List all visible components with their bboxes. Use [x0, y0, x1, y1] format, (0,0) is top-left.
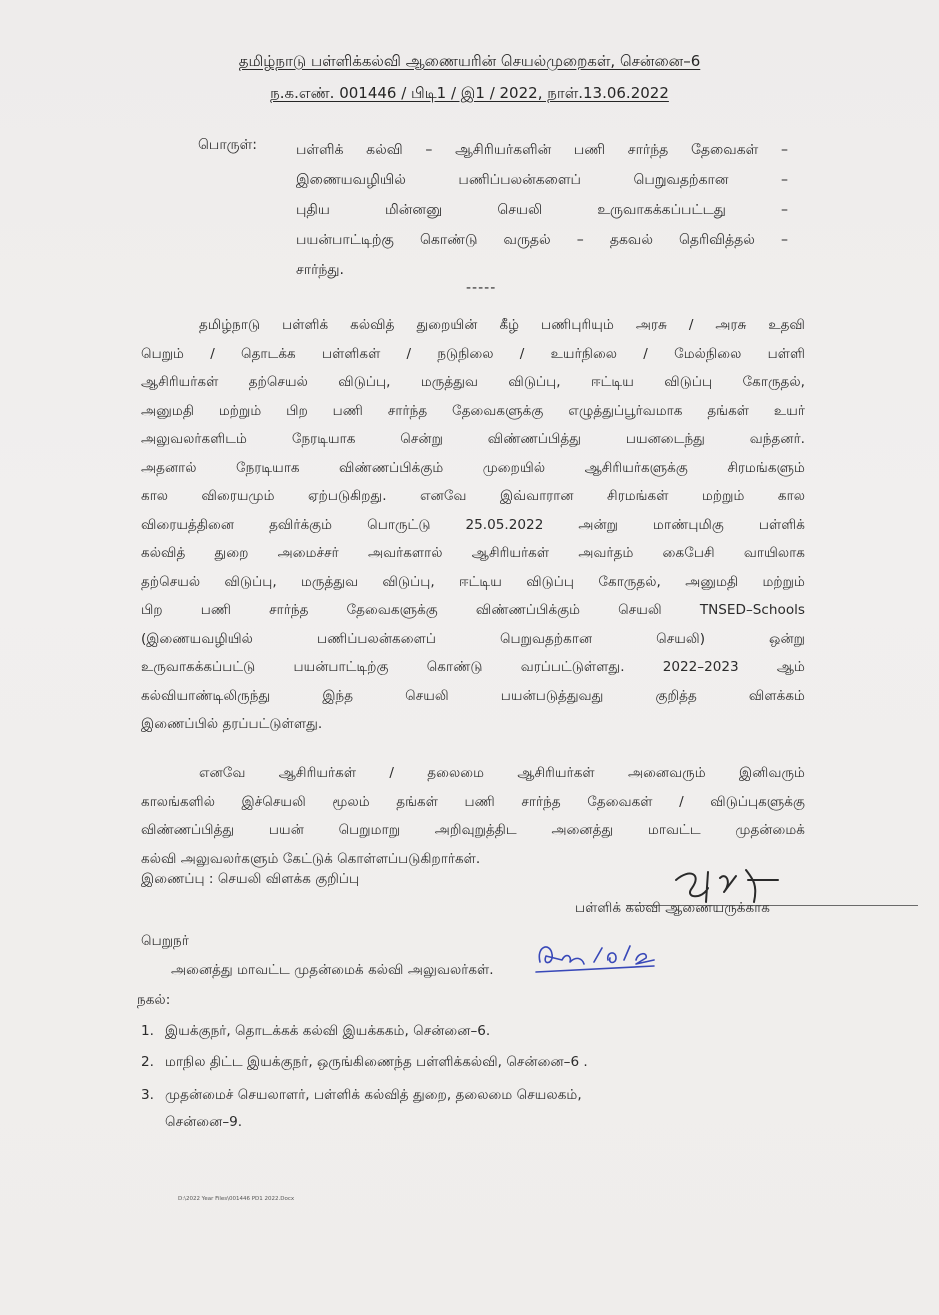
- copy-text: இயக்குநர், தொடக்கக் கல்வி இயக்ககம், சென்னை–6.: [165, 1023, 491, 1039]
- paragraph-line: கல்வியாண்டிலிருந்து இந்த செயலி பயன்படுத்துவது குறித்த விளக்கம்: [141, 687, 805, 704]
- subject-text: [296, 135, 788, 285]
- paragraph-line: தற்செயல் விடுப்பு, மருத்துவ விடுப்பு, ஈட்டிய விடுப்பு கோருதல், அனுமதி மற்றும்: [141, 573, 805, 590]
- paragraph-line: விண்ணப்பித்து பயன் பெறுமாறு அறிவுறுத்திட அனைத்து மாவட்ட முதன்மைக்: [141, 822, 805, 838]
- copy-number: 2.: [141, 1054, 154, 1070]
- copy-item: [141, 1054, 588, 1072]
- paragraph-line: (இணையவழியில் பணிப்பலன்களைப் பெறுவதற்கான செயலி) ஒன்று: [141, 630, 805, 647]
- copy-label: நகல்:: [137, 992, 171, 1008]
- subject-line: புதிய மின்னனு செயலி உருவாகக்கப்பட்டது –: [296, 202, 788, 218]
- subject-label: பொருள்:: [198, 137, 257, 153]
- copy-item: [141, 1087, 582, 1105]
- recipient: அனைத்து மாவட்ட முதன்மைக் கல்வி அலுவலர்கள்.: [171, 962, 494, 978]
- footer-file-path: D:\2022 Year Files\001446 PD1 2022.Docx: [178, 1196, 295, 1202]
- paragraph-line: காலங்களில் இச்செயலி மூலம் தங்கள் பணி சார்ந்த தேவைகள் / விடுப்புகளுக்கு: [141, 793, 805, 810]
- copy-number: 1.: [141, 1023, 154, 1039]
- paragraph-line: கல்வி அலுவலர்களும் கேட்டுக் கொள்ளப்படுகிறார்கள்.: [141, 850, 481, 867]
- copy-text: முதன்மைச் செயலாளர், பள்ளிக் கல்வித் துறை, தலைமை செயலகம்,: [165, 1087, 582, 1103]
- paragraph-line: கால விரையமும் ஏற்படுகிறது. எனவே இவ்வாரான சிரமங்கள் மற்றும் கால: [141, 488, 805, 504]
- paragraph-line: கல்வித் துறை அமைச்சர் அவர்களால் ஆசிரியர்கள் அவர்தம் கைபேசி வாயிலாக: [141, 545, 805, 561]
- copy-text: மாநில திட்ட இயக்குநர், ஒருங்கிணைந்த பள்ளிக்கல்வி, சென்னை–6 .: [165, 1054, 588, 1070]
- signatory-designation: பள்ளிக் கல்வி ஆணையருக்காக: [575, 900, 770, 916]
- attachment-note: இணைப்பு : செயலி விளக்க குறிப்பு: [141, 871, 360, 887]
- paragraph-line: எனவே ஆசிரியர்கள் / தலைமை ஆசிரியர்கள் அனைவரும் இனிவரும்: [199, 765, 805, 781]
- paragraph-line: ஆசிரியர்கள் தற்செயல் விடுப்பு, மருத்துவ விடுப்பு, ஈட்டிய விடுப்பு கோருதல்,: [141, 374, 805, 390]
- initials-mark: [532, 932, 662, 982]
- subject-line: சார்ந்து.: [296, 262, 344, 278]
- paragraph-line: அனுமதி மற்றும் பிற பணி சார்ந்த தேவைகளுக்கு எழுத்துப்பூர்வமாக தங்கள் உயர்: [141, 402, 805, 419]
- paragraph-line: தமிழ்நாடு பள்ளிக் கல்வித் துறையின் கீழ் பணிபுரியும் அரசு / அரசு உதவி: [199, 317, 805, 333]
- subject-line: இணையவழியில் பணிப்பலன்களைப் பெறுவதற்கான –: [296, 172, 788, 188]
- paragraph-line: பெறும் / தொடக்க பள்ளிகள் / நடுநிலை / உயர்நிலை / மேல்நிலை பள்ளி: [141, 345, 805, 362]
- paragraph-line: பிற பணி சார்ந்த தேவைகளுக்கு விண்ணப்பிக்கும் செயலி TNSED–Schools: [141, 602, 805, 618]
- copy-item: [141, 1023, 490, 1041]
- separator: -----: [466, 280, 497, 296]
- header-title: தமிழ்நாடு பள்ளிக்கல்வி ஆணையரின் செயல்முறைகள், சென்னை–6: [238, 52, 701, 70]
- paragraph-line: அதனால் நேரடியாக விண்ணப்பிக்கும் முறையில் ஆசிரியர்களுக்கு சிரமங்களும்: [141, 459, 805, 476]
- header-reference: ந.க.எண். 001446 / பிடி1 / இ1 / 2022, நாள்.13.06.2022: [270, 84, 669, 102]
- paragraph-line: அலுவலர்களிடம் நேரடியாக சென்று விண்ணப்பித்து பயனடைந்து வந்தனர்.: [141, 431, 805, 447]
- paragraph-line: உருவாகக்கப்பட்டு பயன்பாட்டிற்கு கொண்டு வரப்பட்டுள்ளது. 2022–2023 ஆம்: [141, 659, 805, 675]
- recipient-label: பெறுநர்: [141, 933, 189, 949]
- body-paragraph-2: [141, 759, 805, 873]
- paragraph-line: விரையத்தினை தவிர்க்கும் பொருட்டு 25.05.2022 அன்று மாண்புமிகு பள்ளிக்: [141, 516, 805, 533]
- paragraph-line: இணைப்பில் தரப்பட்டுள்ளது.: [141, 716, 323, 732]
- subject-line: பயன்பாட்டிற்கு கொண்டு வருதல் – தகவல் தெரிவித்தல் –: [296, 232, 788, 248]
- copy-text-continuation: சென்னை–9.: [165, 1114, 243, 1130]
- copy-number: 3.: [141, 1087, 154, 1103]
- subject-line: பள்ளிக் கல்வி – ஆசிரியர்களின் பணி சார்ந்த தேவைகள் –: [296, 142, 788, 158]
- body-paragraph-1: [141, 311, 805, 739]
